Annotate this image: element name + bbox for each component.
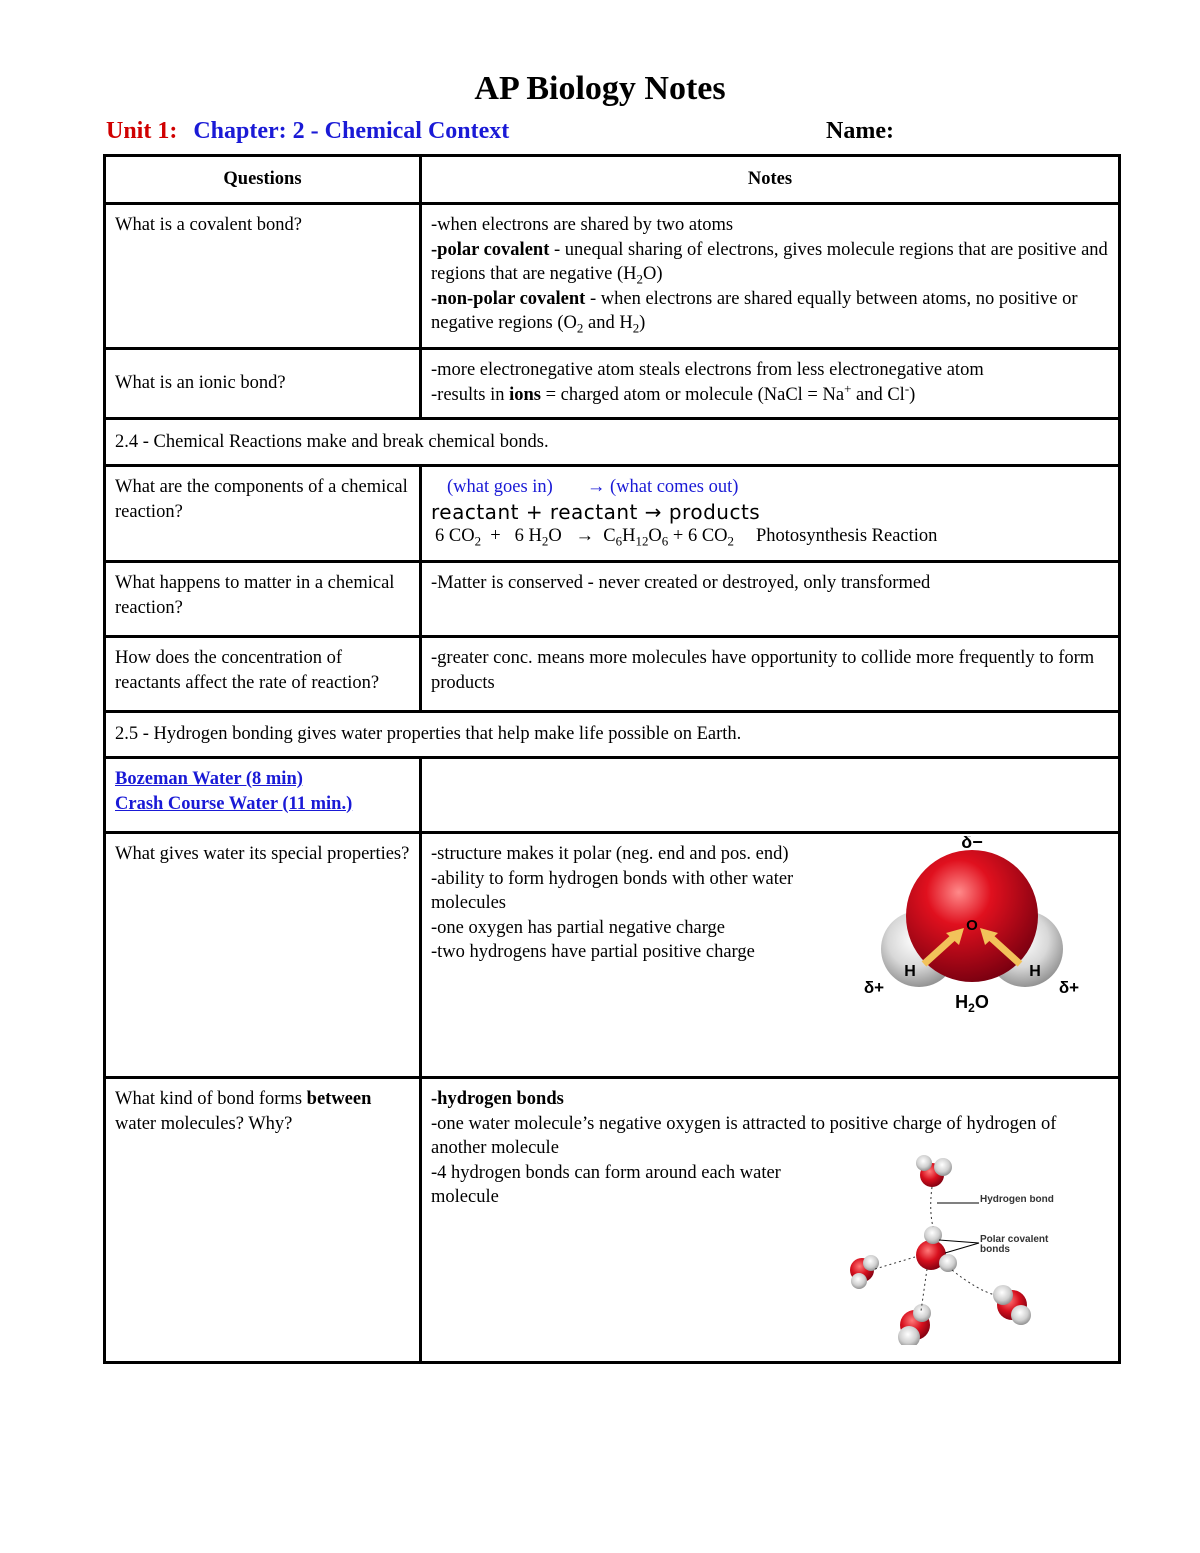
- polar-label-pointer-1: [945, 1243, 979, 1253]
- notes-cell: [421, 466, 1120, 562]
- polar-label: [980, 1235, 1075, 1265]
- note-line: -ability to form hydrogen bonds with other water molecules: [431, 868, 794, 913]
- note-line: [431, 287, 1109, 336]
- term: -hydrogen bonds: [431, 1089, 564, 1109]
- water-molecule-right: [993, 1285, 1031, 1325]
- name-label: Name:: [826, 118, 894, 144]
- question-cell: What is an ionic bond?: [105, 349, 421, 419]
- notes-cell: [421, 349, 1120, 419]
- notes-cell: [421, 833, 1120, 1078]
- question-emphasis: between: [306, 1089, 372, 1109]
- eq-text: + 6 CO: [668, 526, 728, 546]
- note-text: ): [909, 384, 916, 405]
- note-line: -more electronegative atom steals electrons from less electronegative atom: [431, 360, 984, 380]
- term: -non-polar covalent: [431, 288, 586, 309]
- notes-text-block: [431, 842, 861, 965]
- eq-label: Photosynthesis Reaction: [756, 526, 938, 546]
- question-cell: What are the components of a chemical reaction?: [105, 466, 421, 562]
- unit-label: Unit 1:: [106, 118, 178, 144]
- note-line: [431, 238, 1109, 287]
- note-text: ): [639, 313, 646, 333]
- question-cell: What happens to matter in a chemical reaction?: [105, 562, 421, 637]
- eq-text: 6 CO: [435, 526, 475, 546]
- notes-cell: [421, 758, 1120, 833]
- note-line: [431, 475, 1109, 500]
- polar-label-text: Polar covalent bonds: [980, 1235, 1049, 1255]
- h2o-h: H: [955, 992, 969, 1012]
- hbond-dashed-left: [875, 1257, 915, 1269]
- page-title: AP Biology Notes: [474, 70, 726, 107]
- bozeman-water-link[interactable]: Bozeman Water (8 min): [115, 769, 303, 789]
- question-cell: How does the concentration of reactants affect the rate of reaction?: [105, 637, 421, 712]
- table-row-components: [105, 466, 1120, 562]
- question-cell: [105, 1078, 421, 1363]
- delta-plus-right-label: δ+: [1058, 978, 1080, 997]
- water-molecule-top: [916, 1155, 952, 1187]
- table-row-concentration: [105, 637, 1120, 712]
- delta-plus-left-label: δ+: [863, 978, 885, 997]
- hbond-label-text: Hydrogen bond: [980, 1195, 1054, 1205]
- equation-words: reactant + reactant → products: [431, 499, 761, 524]
- eq-text: H: [622, 526, 636, 546]
- note-text: (what goes in): [447, 477, 553, 497]
- hydrogen-right-label: H: [1029, 963, 1041, 980]
- hydrogen-left-label: H: [904, 963, 916, 980]
- subscript: 2: [727, 533, 734, 549]
- subscript: 2: [474, 533, 482, 549]
- table-row-links: [105, 758, 1120, 833]
- section-heading: 2.5 - Hydrogen bonding gives water properties that help make life possible on Earth.: [105, 712, 1120, 758]
- eq-text: O: [648, 526, 662, 546]
- section-row: [105, 419, 1120, 466]
- note-text: - unequal sharing of electrons, gives molecule regions that are positive and regions that are negative (H: [431, 239, 1108, 284]
- notes-cell: -greater conc. means more molecules have opportunity to collide more frequently to form products: [421, 637, 1120, 712]
- note-text: O): [642, 264, 663, 284]
- subscript: 2: [541, 533, 549, 549]
- eq-text: O → C: [548, 526, 616, 546]
- equation-line: [435, 524, 1109, 549]
- notes-cell: [421, 204, 1120, 349]
- table-header-row: [105, 156, 1120, 204]
- links-cell: [105, 758, 421, 833]
- superscript: +: [844, 380, 852, 396]
- note-text: - when electrons are shared equally between atoms, no positive or negative regions (O: [431, 288, 1078, 333]
- chapter-label: Chapter: 2 - Chemical Context: [193, 118, 510, 144]
- note-line: -one water molecule’s negative oxygen is attracted to positive charge of hydrogen of another molecule: [431, 1113, 1057, 1158]
- superscript: -: [904, 380, 910, 396]
- oxygen-label: O: [966, 917, 978, 934]
- subscript: 2: [576, 320, 584, 336]
- subscript: 2: [636, 271, 643, 287]
- hbond-dashed-right: [952, 1270, 995, 1295]
- subscript: 12: [635, 533, 649, 549]
- notes-cell: -Matter is conserved - never created or destroyed, only transformed: [421, 562, 1120, 637]
- subscript: 6: [615, 533, 623, 549]
- h2o-o: O: [974, 992, 989, 1012]
- crash-course-water-link[interactable]: Crash Course Water (11 min.): [115, 793, 353, 814]
- note-line: -when electrons are shared by two atoms: [431, 215, 734, 235]
- notes-table: [103, 154, 1121, 1364]
- table-row-covalent: [105, 204, 1120, 349]
- subtitle-row: [106, 118, 1116, 152]
- note-line: -two hydrogens have partial positive charge: [431, 942, 755, 962]
- water-molecule-diagram: [862, 836, 1082, 1021]
- notes-cell: [421, 1078, 1120, 1363]
- note-line: -4 hydrogen bonds can form around each water molecule: [431, 1162, 781, 1207]
- section-row: [105, 712, 1120, 758]
- h2o-label: [955, 992, 989, 1015]
- note-text: and H: [583, 313, 633, 333]
- question-cell: What gives water its special properties?: [105, 833, 421, 1078]
- note-line: -one oxygen has partial negative charge: [431, 917, 725, 938]
- note-text: = charged atom or molecule (NaCl = Na: [541, 384, 845, 405]
- water-molecule-center: [916, 1226, 957, 1272]
- h2o-sub: 2: [968, 1001, 975, 1015]
- polar-label-pointer-2: [939, 1240, 979, 1243]
- water-molecule-left: [850, 1255, 879, 1289]
- water-molecule-bottom: [898, 1304, 931, 1345]
- table-row-ionic: [105, 349, 1120, 419]
- subscript: 6: [661, 533, 669, 549]
- table-row-water-properties: [105, 833, 1120, 1078]
- note-text: and Cl: [851, 384, 905, 405]
- hbond-label: [980, 1195, 1075, 1225]
- note-text: -results in: [431, 384, 510, 405]
- section-heading: 2.4 - Chemical Reactions make and break chemical bonds.: [105, 419, 1120, 466]
- subscript: 2: [632, 320, 640, 336]
- term: ions: [509, 384, 541, 405]
- table-row-hydrogen-bonds: [105, 1078, 1120, 1363]
- table-row-matter: [105, 562, 1120, 637]
- question-text: What kind of bond forms: [115, 1089, 307, 1109]
- question-cell: What is a covalent bond?: [105, 204, 421, 349]
- eq-text: + 6 H: [481, 526, 542, 546]
- delta-minus-label: δ−: [961, 836, 983, 852]
- question-text: water molecules? Why?: [115, 1113, 293, 1134]
- hydrogen-bond-diagram: [847, 1145, 1077, 1345]
- note-line: [431, 380, 1109, 408]
- hbond-dashed-top: [931, 1187, 933, 1227]
- note-text: → (what comes out): [586, 477, 739, 497]
- questions-header: Questions: [105, 156, 421, 204]
- note-line: -structure makes it polar (neg. end and pos. end): [431, 844, 789, 864]
- notes-header: Notes: [421, 156, 1120, 204]
- term: -polar covalent: [431, 239, 550, 260]
